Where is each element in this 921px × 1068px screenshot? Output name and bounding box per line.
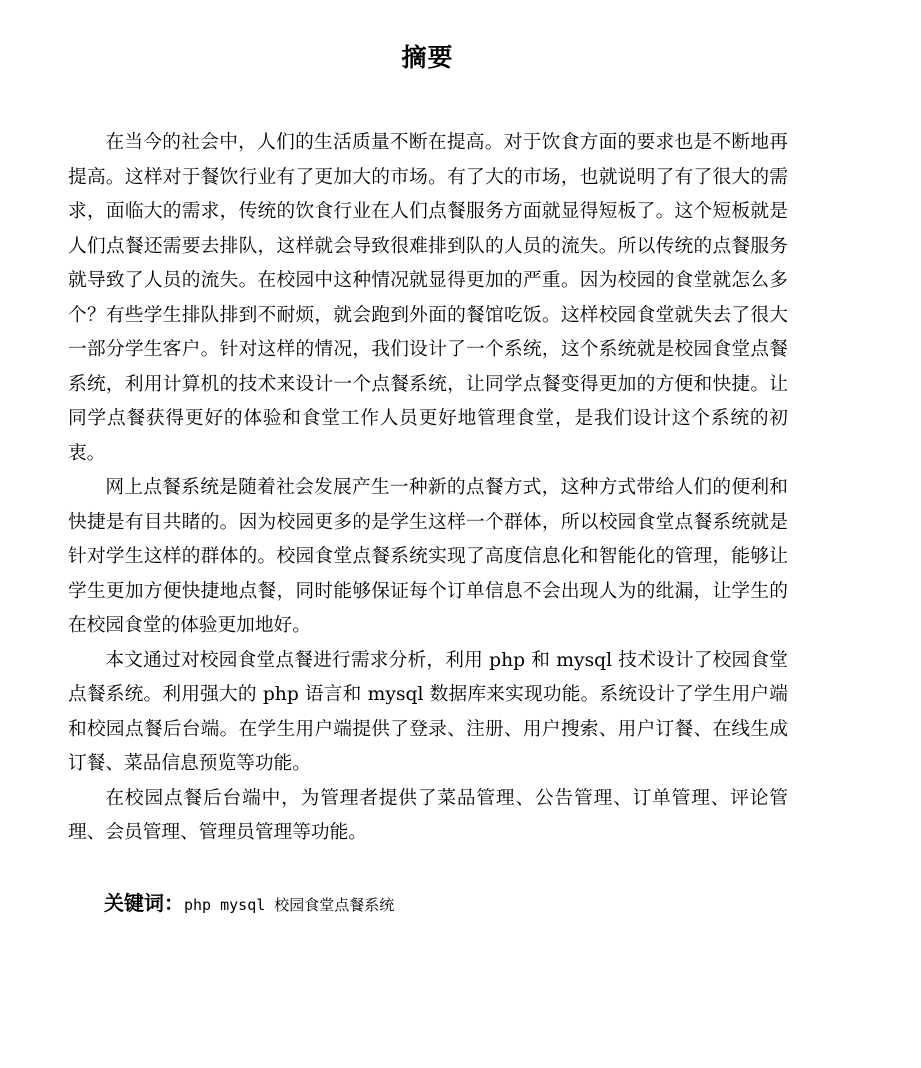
- abstract-paragraph-4: 在校园点餐后台端中，为管理者提供了菜品管理、公告管理、订单管理、评论管理、会员管理、管理员管理等功能。: [68, 787, 788, 843]
- abstract-paragraph-2: 网上点餐系统是随着社会发展产生一种新的点餐方式，这种方式带给人们的便利和快捷是有目共睹的。因为校园更多的是学生这样一个群体，所以校园食堂点餐系统就是针对学生这样的群体的。校园食堂点餐系统实现了高度信息化和智能化的管理，能够让学生更加方便快捷地点餐，同时能够保证每个订单信息不会出现人为的纰漏，让学生的在校园食堂的体验更加地好。: [68, 477, 788, 636]
- keywords-value: php mysql 校园食堂点餐系统: [184, 896, 395, 914]
- abstract-body: [68, 126, 788, 851]
- keywords-label: 关键词：: [104, 891, 184, 915]
- abstract-paragraph-1: 在当今的社会中，人们的生活质量不断在提高。对于饮食方面的要求也是不断地再提高。这样对于餐饮行业有了更加大的市场。有了大的市场，也就说明了有了很大的需求，面临大的需求，传统的饮食行业在人们点餐服务方面就显得短板了。这个短板就是人们点餐还需要去排队，这样就会导致很难排到队的人员的流失。所以传统的点餐服务就导致了人员的流失。在校园中这种情况就显得更加的严重。因为校园的食堂就怎么多个？有些学生排队排到不耐烦，就会跑到外面的餐馆吃饭。这样校园食堂就失去了很大一部分学生客户。针对这样的情况，我们设计了一个系统，这个系统就是校园食堂点餐系统，利用计算机的技术来设计一个点餐系统，让同学点餐变得更加的方便和快捷。让同学点餐获得更好的体验和食堂工作人员更好地管理食堂，是我们设计这个系统的初衷。: [68, 132, 788, 464]
- keywords-line: [104, 887, 394, 916]
- abstract-paragraph-3: 本文通过对校园食堂点餐进行需求分析，利用 php 和 mysql 技术设计了校园食堂点餐系统。利用强大的 php 语言和 mysql 数据库来实现功能。系统设计了学生用户端和校园点餐后台端。在学生用户端提供了登录、注册、用户搜索、用户订餐、在线生成订餐、菜品信息预览等功能。: [68, 649, 788, 774]
- page-title: 摘要: [401, 43, 454, 72]
